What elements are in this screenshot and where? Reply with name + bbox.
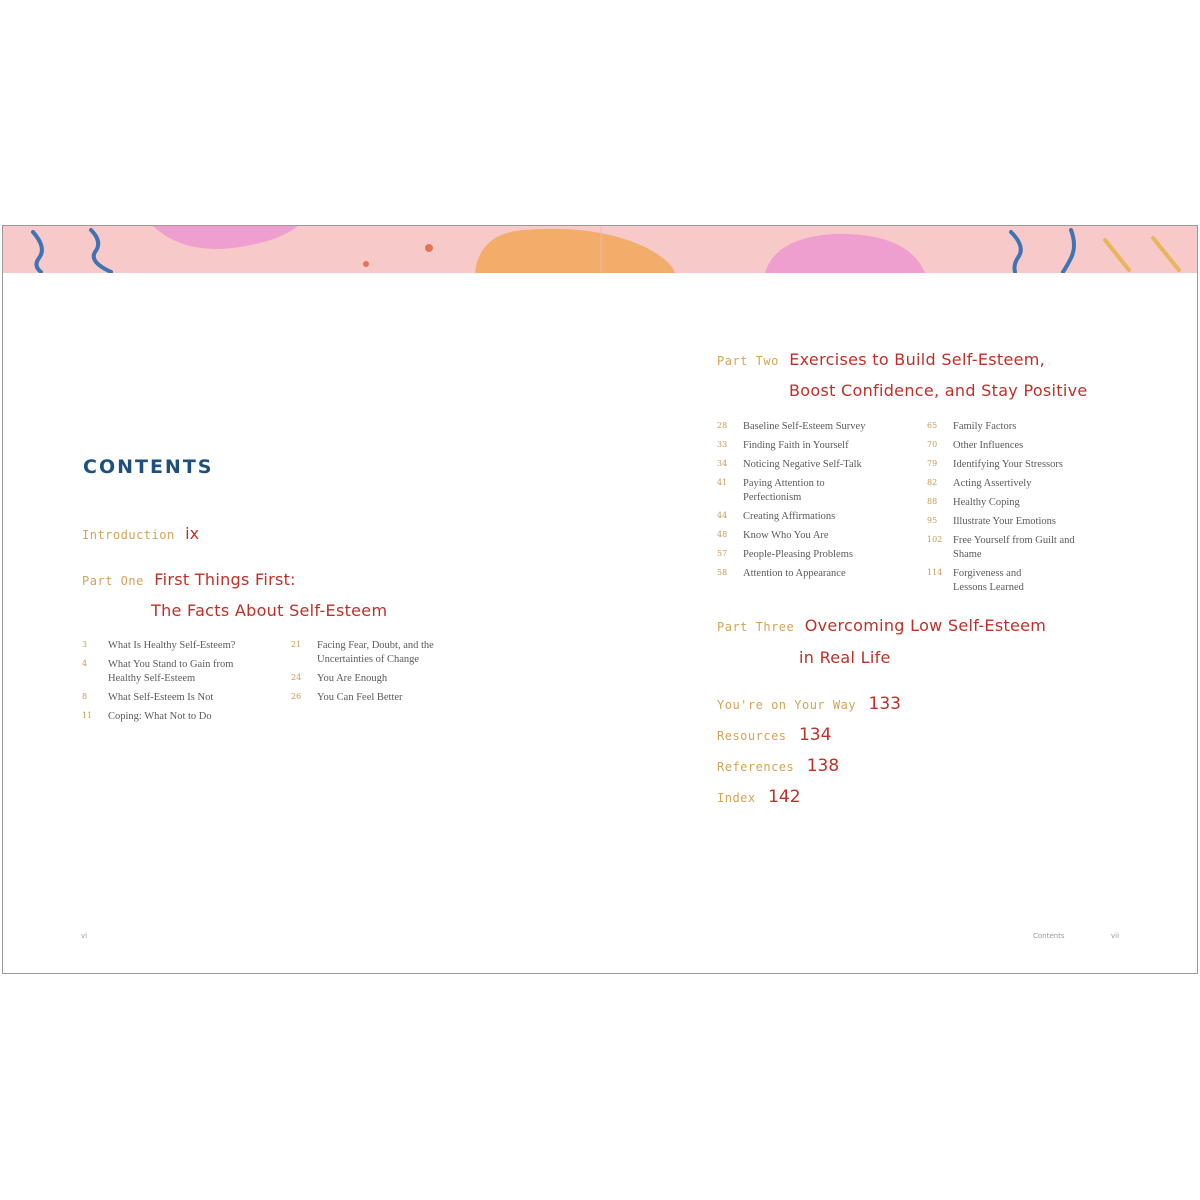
- list-item[interactable]: [291, 691, 481, 705]
- chapter-title: Illustrate Your Emotions: [953, 516, 1056, 527]
- toc-resources[interactable]: [717, 725, 831, 745]
- list-item[interactable]: [291, 672, 481, 686]
- toc-part-three-line2: [799, 648, 891, 668]
- chapter-page: 70: [927, 440, 938, 449]
- chapter-title: Other Influences: [953, 440, 1024, 451]
- chapter-title: Baseline Self-Esteem Survey: [743, 421, 866, 432]
- chapter-page: 65: [927, 421, 938, 430]
- folio-right-label: Contents: [1033, 932, 1065, 940]
- list-item[interactable]: [927, 567, 1107, 595]
- chapter-page: 88: [927, 497, 938, 506]
- decorative-banner: [3, 226, 1198, 273]
- part-two-chapters-col1: [717, 420, 917, 586]
- part-one-label: Part One: [82, 574, 144, 588]
- chapter-title: You Can Feel Better: [317, 692, 403, 703]
- folio-left: vi: [81, 932, 88, 940]
- chapter-title: You Are Enough: [317, 673, 388, 684]
- introduction-label: Introduction: [82, 528, 175, 542]
- chapter-title: Forgiveness and Lessons Learned: [953, 568, 1024, 593]
- part-two-label: Part Two: [717, 354, 779, 368]
- list-item[interactable]: [717, 529, 917, 543]
- introduction-page: ix: [185, 524, 200, 543]
- part-two-title-line2: Boost Confidence, and Stay Positive: [789, 381, 1088, 400]
- list-item[interactable]: [927, 515, 1107, 529]
- list-item[interactable]: [927, 439, 1107, 453]
- part-two-title-line1: Exercises to Build Self-Esteem,: [789, 350, 1046, 369]
- list-item[interactable]: [717, 567, 917, 581]
- chapter-title: Family Factors: [953, 421, 1017, 432]
- back-page: 133: [868, 694, 901, 714]
- chapter-page: 21: [291, 640, 302, 649]
- part-one-title-line1: First Things First:: [154, 570, 296, 589]
- book-spread: [2, 225, 1198, 974]
- list-item[interactable]: [82, 710, 282, 724]
- toc-references[interactable]: [717, 756, 839, 776]
- list-item[interactable]: [927, 496, 1107, 510]
- list-item[interactable]: [927, 420, 1107, 434]
- chapter-title: Free Yourself from Guilt and Shame: [953, 535, 1075, 560]
- chapter-page: 44: [717, 511, 728, 520]
- chapter-title: Finding Faith in Yourself: [743, 440, 849, 451]
- chapter-title: Facing Fear, Doubt, and the Uncertainties of Change: [317, 640, 434, 665]
- chapter-title: Creating Affirmations: [743, 511, 836, 522]
- back-page: 138: [806, 756, 840, 776]
- list-item[interactable]: [717, 548, 917, 562]
- list-item[interactable]: [717, 420, 917, 434]
- list-item[interactable]: [82, 658, 282, 686]
- chapter-page: 3: [82, 640, 88, 649]
- list-item[interactable]: [927, 477, 1107, 491]
- part-one-title-line2: The Facts About Self-Esteem: [151, 601, 388, 620]
- part-three-label: Part Three: [717, 620, 795, 634]
- list-item[interactable]: [82, 639, 282, 653]
- chapter-page: 33: [717, 440, 728, 449]
- chapter-page: 4: [82, 659, 88, 668]
- contents-heading: CONTENTS: [83, 456, 214, 478]
- chapter-page: 41: [717, 478, 728, 487]
- chapter-page: 95: [927, 516, 938, 525]
- list-item[interactable]: [82, 691, 282, 705]
- list-item[interactable]: [717, 477, 917, 505]
- chapter-page: 48: [717, 530, 728, 539]
- toc-part-one-line2: [151, 601, 387, 621]
- folio-right: vii: [1111, 932, 1120, 940]
- toc-index[interactable]: [717, 787, 801, 807]
- chapter-page: 8: [82, 692, 88, 701]
- chapter-title: Identifying Your Stressors: [953, 459, 1063, 470]
- chapter-title: People-Pleasing Problems: [743, 549, 853, 560]
- chapter-page: 26: [291, 692, 302, 701]
- list-item[interactable]: [717, 510, 917, 524]
- chapter-page: 11: [82, 711, 93, 720]
- back-label: Index: [717, 791, 756, 805]
- back-label: You're on Your Way: [717, 698, 857, 712]
- toc-part-one[interactable]: [82, 570, 296, 590]
- part-two-chapters-col2: [927, 420, 1107, 600]
- chapter-title: What You Stand to Gain from Healthy Self-Esteem: [108, 659, 234, 684]
- chapter-page: 57: [717, 549, 728, 558]
- chapter-title: Acting Assertively: [953, 478, 1032, 489]
- chapter-page: 34: [717, 459, 728, 468]
- chapter-page: 24: [291, 673, 302, 682]
- chapter-title: What Self-Esteem Is Not: [108, 692, 214, 703]
- chapter-title: Paying Attention to Perfectionism: [743, 478, 825, 503]
- chapter-title: Healthy Coping: [953, 497, 1020, 508]
- toc-part-three[interactable]: [717, 616, 1046, 636]
- toc-youre-on-your-way[interactable]: [717, 694, 901, 714]
- part-three-title-line2: in Real Life: [799, 648, 891, 667]
- list-item[interactable]: [717, 439, 917, 453]
- chapter-page: 58: [717, 568, 728, 577]
- chapter-title: Know Who You Are: [743, 530, 829, 541]
- chapter-page: 82: [927, 478, 938, 487]
- chapter-title: What Is Healthy Self-Esteem?: [108, 640, 236, 651]
- chapter-page: 79: [927, 459, 938, 468]
- back-label: References: [717, 760, 795, 774]
- part-three-title-line1: Overcoming Low Self-Esteem: [804, 616, 1047, 635]
- chapter-page: 102: [927, 535, 943, 544]
- list-item[interactable]: [717, 458, 917, 472]
- toc-part-two[interactable]: [717, 350, 1045, 370]
- chapter-title: Noticing Negative Self-Talk: [743, 459, 862, 470]
- list-item[interactable]: [927, 458, 1107, 472]
- back-label: Resources: [717, 729, 787, 743]
- chapter-page: 114: [927, 568, 943, 577]
- list-item[interactable]: [291, 639, 481, 667]
- list-item[interactable]: [927, 534, 1107, 562]
- toc-introduction[interactable]: [82, 524, 199, 544]
- chapter-title: Attention to Appearance: [743, 568, 846, 579]
- part-one-chapters-col2: [291, 639, 481, 710]
- chapter-title: Coping: What Not to Do: [108, 711, 212, 722]
- back-page: 142: [768, 787, 801, 807]
- toc-part-two-line2: [789, 381, 1088, 401]
- back-page: 134: [798, 725, 832, 745]
- part-one-chapters-col1: [82, 639, 282, 729]
- chapter-page: 28: [717, 421, 728, 430]
